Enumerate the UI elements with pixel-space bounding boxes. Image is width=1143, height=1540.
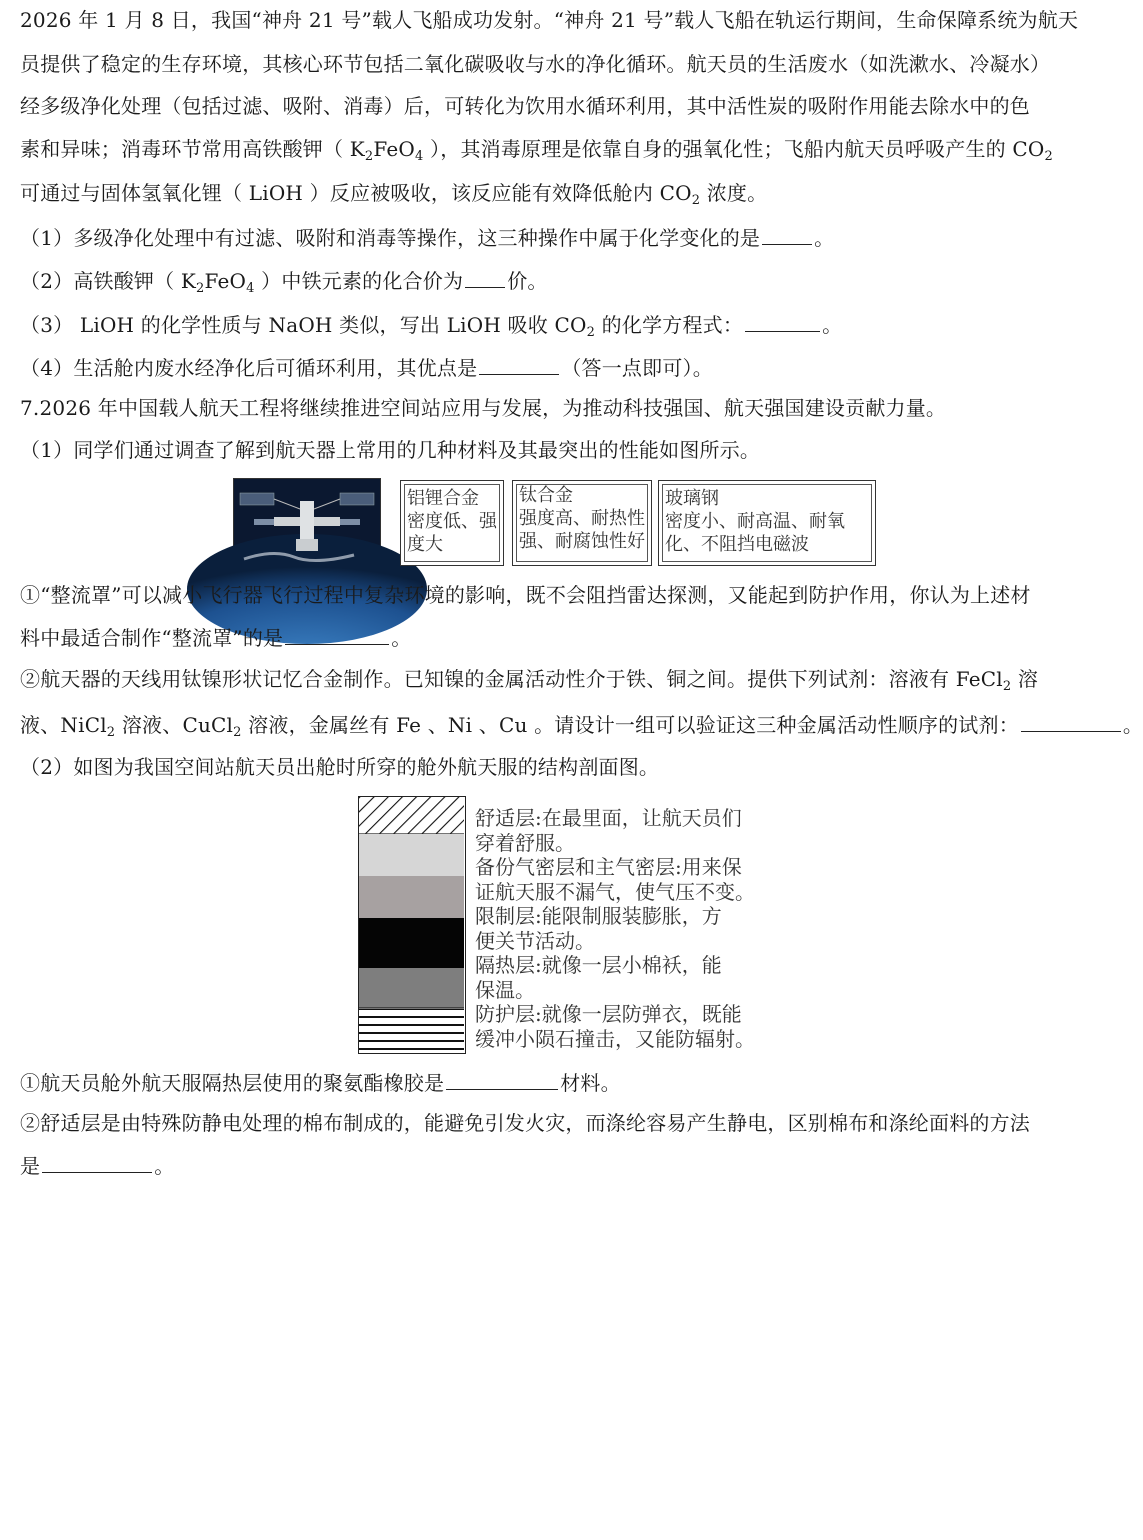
intro-line-4: [20, 134, 1070, 172]
intro-text-3: 经多级净化处理（包括过滤、吸附、消毒）后，可转化为饮用水循环利用，其中活性炭的吸附作用能去除水中的色: [20, 94, 1030, 118]
answer-blank[interactable]: [446, 1067, 558, 1090]
question-text: ①航天员舱外航天服隔热层使用的聚氨酯橡胶是: [20, 1071, 445, 1095]
intro-text-2: 员提供了稳定的生存环境，其核心环节包括二氧化碳吸收与水的净化循环。航天员的生活废水（如洗漱水、冷凝水）: [20, 52, 1051, 76]
question-text: （1）多级净化处理中有过滤、吸附和消毒等操作，这三种操作中属于化学变化的是: [20, 226, 761, 250]
question-7-stem: [20, 393, 1070, 423]
question-text: 。: [1122, 713, 1143, 737]
layer-desc: 证航天服不漏气，使气压不变。: [475, 879, 755, 904]
question-7-2-b-line-2: [20, 1150, 1070, 1181]
question-text: ）中铁元素的化合价为: [254, 269, 464, 293]
question-7-1-b-line-1: [20, 664, 1070, 702]
material-name: 铝锂合金: [407, 488, 479, 509]
answer-blank[interactable]: [465, 265, 505, 288]
question-7-1-a-line-1: [20, 580, 1070, 610]
intro-line-1: [20, 5, 1079, 35]
question-7-1-a-line-2: [20, 622, 1070, 653]
question-text: （1）同学们通过调查了解到航天器上常用的几种材料及其最突出的性能如图所示。: [20, 438, 761, 462]
question-text: 7.2026 年中国载人航天工程将继续推进空间站应用与发展，为推动科技强国、航天强国建设贡献力量。: [20, 396, 947, 420]
question-6-3: [20, 309, 1070, 348]
material-name: 钛合金: [519, 485, 573, 506]
subscript: 2: [586, 325, 596, 340]
question-text: （3） LiOH 的化学性质与 NaOH 类似，写出 LiOH 吸收 CO: [20, 313, 587, 337]
material-name: 玻璃钢: [665, 488, 719, 509]
question-text: 价。: [507, 269, 548, 293]
intro-line-2: [20, 49, 1070, 79]
question-6-1: [20, 222, 1070, 253]
intro-line-3: [20, 91, 1070, 121]
intro-text-1: 2026 年 1 月 8 日，我国“神舟 21 号”载人飞船成功发射。“神舟 21 号”载人飞船在轨运行期间，生命保障系统为航天: [20, 8, 1079, 32]
subscript: 2: [1002, 679, 1012, 694]
layer-desc: 缓冲小陨石撞击，又能防辐射。: [475, 1026, 755, 1051]
layer-desc: 便关节活动。: [475, 928, 595, 953]
subscript: 2: [196, 281, 205, 296]
space-station-icon: [234, 479, 380, 567]
layer-desc: 保温。: [475, 977, 535, 1002]
spacesuit-layer-diagram: [358, 796, 466, 1054]
question-7-1-b-line-2: [20, 709, 1143, 748]
intro-text-5a: 可通过与固体氢氧化锂（ LiOH ）反应被吸收，该反应能有效降低舱内 CO: [20, 181, 692, 205]
question-text: （答一点即可）。: [561, 356, 713, 380]
question-text: 。: [822, 313, 843, 337]
subscript: 4: [246, 281, 255, 296]
answer-blank[interactable]: [745, 309, 820, 332]
question-text: FeO: [204, 269, 247, 293]
question-text: （2）如图为我国空间站航天员出舱时所穿的舱外航天服的结构剖面图。: [20, 755, 660, 779]
material-desc: 密度小、耐高温、耐氧化、不阻挡电磁波: [665, 511, 845, 555]
answer-blank[interactable]: [285, 622, 389, 645]
question-7-1-intro: [20, 435, 1070, 465]
question-text: 的化学方程式：: [595, 313, 744, 337]
question-text: 溶液、CuCl: [115, 713, 234, 737]
intro-text-5b: 浓度。: [700, 181, 768, 205]
question-text: 。: [814, 226, 835, 250]
question-text: 。: [391, 626, 412, 650]
material-desc: 密度低、强度大: [407, 511, 497, 555]
subscript: 2: [233, 725, 242, 740]
intro-line-5: [20, 178, 1070, 216]
question-7-2-b-line-1: [20, 1108, 1070, 1138]
subscript: 4: [415, 149, 424, 164]
question-7-2-intro: [20, 752, 1070, 782]
layer-desc: 备份气密层和主气密层:用来保: [475, 855, 742, 879]
subscript: 2: [691, 193, 701, 208]
material-card-fiberglass: [658, 480, 876, 566]
layer-desc: 舒适层:在最里面，让航天员们: [475, 806, 742, 830]
question-text: 。: [154, 1154, 175, 1178]
question-text: 材料。: [560, 1071, 621, 1095]
layer-desc: 穿着舒服。: [475, 830, 575, 855]
question-text: 液、NiCl: [20, 713, 107, 737]
answer-blank[interactable]: [479, 352, 559, 375]
question-6-4: [20, 352, 1070, 383]
question-text: 溶液，金属丝有 Fe 、Ni 、Cu 。请设计一组可以验证这三种金属活动性顺序的试剂：: [241, 713, 1019, 737]
question-text: （4）生活舱内废水经净化后可循环利用，其优点是: [20, 356, 478, 380]
subscript: 2: [106, 725, 116, 740]
answer-blank[interactable]: [1021, 709, 1121, 732]
material-desc: 强度高、耐热性强、耐腐蚀性好: [519, 508, 645, 552]
subscript: 2: [1044, 149, 1053, 164]
question-7-2-a: [20, 1067, 1070, 1098]
question-text: 是: [20, 1154, 41, 1178]
intro-text-4a: 素和异味；消毒环节常用高铁酸钾（ K: [20, 137, 365, 161]
question-text: ②舒适层是由特殊防静电处理的棉布制成的，能避免引发火灾，而涤纶容易产生静电，区别棉布和涤纶面料的方法: [20, 1111, 1030, 1135]
question-text: 溶: [1011, 667, 1039, 691]
answer-blank[interactable]: [42, 1150, 152, 1173]
space-station-image: [233, 478, 381, 568]
answer-blank[interactable]: [762, 222, 812, 245]
layer-desc: 限制层:能限制服装膨胀，方: [475, 904, 722, 928]
question-6-2: [20, 265, 1070, 304]
material-card-al-li: [400, 480, 504, 566]
question-text: ①“整流罩”可以减小飞行器飞行过程中复杂环境的影响，既不会阻挡雷达探测，又能起到防护作用，你认为上述材: [20, 583, 1031, 607]
material-card-titanium: [512, 480, 652, 566]
intro-text-4c: ），其消毒原理是依靠自身的强氧化性；飞船内航天员呼吸产生的 CO: [423, 137, 1045, 161]
spacesuit-layer-descriptions: [475, 806, 775, 1051]
intro-text-4b: FeO: [373, 137, 416, 161]
layer-desc: 防护层:就像一层防弹衣，既能: [475, 1002, 742, 1026]
question-text: ②航天器的天线用钛镍形状记忆合金制作。已知镍的金属活动性介于铁、铜之间。提供下列试剂：溶液有 FeCl: [20, 667, 1003, 691]
question-text: 料中最适合制作“整流罩”的是: [20, 626, 284, 650]
question-text: （2）高铁酸钾（ K: [20, 269, 197, 293]
subscript: 2: [364, 149, 374, 164]
layer-desc: 隔热层:就像一层小棉袄，能: [475, 953, 722, 977]
spacesuit-layers-icon: [359, 797, 464, 1052]
